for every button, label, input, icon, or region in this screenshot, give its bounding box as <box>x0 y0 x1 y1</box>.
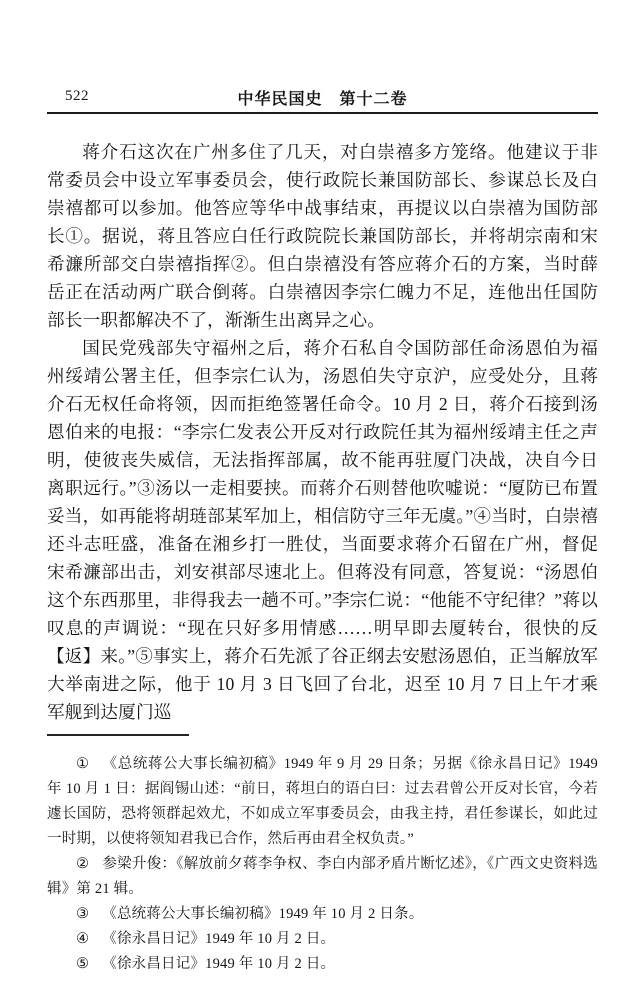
footnote-item <box>47 752 598 852</box>
footnote-separator <box>47 734 189 736</box>
running-head-title: 中华民国史 第十二卷 <box>237 91 408 108</box>
footnote-item <box>47 927 598 952</box>
footnotes-section <box>47 752 598 977</box>
footnote-marker: ② <box>76 856 90 872</box>
footnote-marker: ① <box>76 756 90 772</box>
page-number: 522 <box>65 88 89 104</box>
body-paragraph: 国民党残部失守福州之后，蒋介石私自令国防部任命汤恩伯为福州绥靖公署主任，但李宗仁认为，汤恩伯失守京沪，应受处分，且蒋介石无权任命将领，因而拒绝签署任命令。10 月 2 日，蒋介石接到汤恩伯来的电报：“李宗仁发表公开反对行政院任其为福州绥靖主任之声明，使彼丧失威信，无法指挥部属，故不能再驻厦门决战，决自今日离职远行。”③汤以一走相要挟。而蒋介石则替他吹嘘说：“厦防已布置妥当，如再能将胡琏部某军加上，相信防守三年无虞。”④当时，白崇禧还斗志旺盛，准备在湘乡打一胜仗，当面要求蒋介石留在广州，督促宋希濂部出击，刘安祺部尽速北上。但蒋没有同意，答复说：“汤恩伯这个东西那里，非得我去一趟不可。”李宗仁说：“他能不守纪律？”蒋以叹息的声调说：“现在只好多用情感……明早即去厦转台，很快的反【返】来。”⑤事实上，蒋介石先派了谷正纲去安慰汤恩伯，正当解放军大举南进之际，他于 10 月 3 日飞回了台北，迟至 10 月 7 日上午才乘军舰到达厦门巡 <box>47 338 598 722</box>
content-column <box>47 86 598 977</box>
body-paragraph: 蒋介石这次在广州多住了几天，对白崇禧多方笼络。他建议于非常委员会中设立军事委员会，使行政院长兼国防部长、参谋总长及白崇禧都可以参加。他答应等华中战事结束，再提议以白崇禧为国防部长①。据说，蒋且答应白任行政院院长兼国防部长，并将胡宗南和宋希濂所部交白崇禧指挥②。但白崇禧没有答应蒋介石的方案，当时薛岳正在活动两广联合倒蒋。白崇禧因李宗仁魄力不足，连他出任国防部长一职都解决不了，渐渐生出离异之心。 <box>47 142 598 330</box>
footnote-item <box>47 902 598 927</box>
footnote-text: 《总统蒋公大事长编初稿》1949 年 10 月 2 日条。 <box>102 906 424 922</box>
footnote-text: 《徐永昌日记》1949 年 10 月 2 日。 <box>102 956 336 972</box>
footnote-text: 《徐永昌日记》1949 年 10 月 2 日。 <box>102 931 336 947</box>
header-rule <box>47 112 598 114</box>
footnote-marker: ③ <box>76 906 90 922</box>
footnote-item <box>47 952 598 977</box>
footnote-text: 《总统蒋公大事长编初稿》1949 年 9 月 29 日条；另据《徐永昌日记》1949 年 10 月 1 日：据阎锡山述：“前日，蒋坦白的语白曰：过去君曾公开反对长官，今若遽长国防，恐将领群起效尤，不如成立军事委员会，由我主持，君任参谋长，如此过一时期，以使将领知君我已合作，然后再由君全权负责。” <box>47 756 598 847</box>
running-head <box>47 86 598 106</box>
footnote-marker: ⑤ <box>76 956 90 972</box>
footnote-text: 参梁升俊：《解放前夕蒋李争权、李白内部矛盾片断忆述》，《广西文史资料选辑》第 21 辑。 <box>47 856 599 897</box>
footnote-item <box>47 852 598 902</box>
footnote-marker: ④ <box>76 931 90 947</box>
body-text <box>47 138 598 726</box>
